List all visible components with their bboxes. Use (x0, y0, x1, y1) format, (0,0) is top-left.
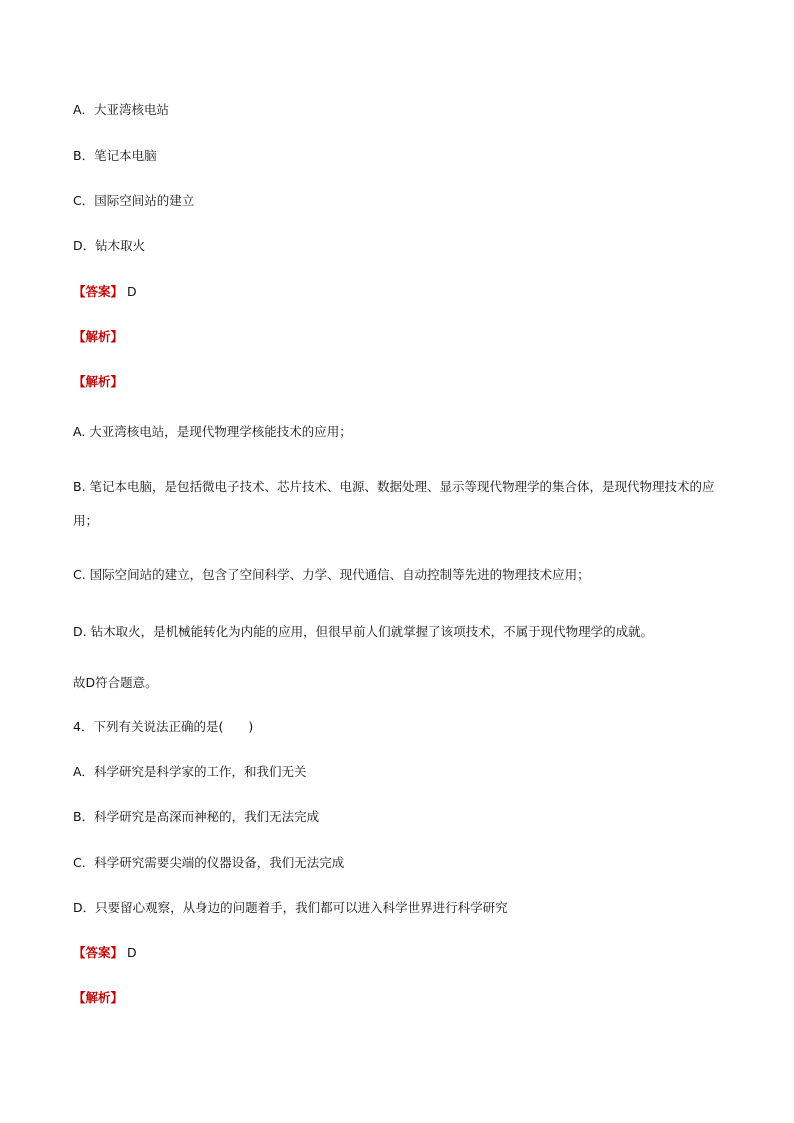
q4-option-c: C．科学研究需要尖端的仪器设备，我们无法完成 (73, 855, 345, 870)
q3-option-b: B．笔记本电脑 (73, 148, 157, 163)
q3-option-c: C．国际空间站的建立 (73, 193, 195, 208)
q3-conclusion: 故D符合题意。 (73, 675, 158, 690)
q4-answer-value: D (127, 945, 137, 960)
q3-answer (73, 284, 734, 300)
q4-answer (73, 945, 734, 961)
q3-answer-label: 【答案】 (73, 284, 124, 299)
q3-option-a: A．大亚湾核电站 (73, 102, 170, 117)
q4-stem: 4．下列有关说法正确的是( ) (73, 719, 254, 734)
q3-analysis-label-1: 【解析】 (73, 329, 124, 344)
q3-analysis-d: D. 钻木取火，是机械能转化为内能的应用，但很早前人们就掌握了该项技术，不属于现代物理学的成就。 (73, 624, 654, 639)
q3-analysis-b: B. 笔记本电脑，是包括微电子技术、芯片技术、电源、数据处理、显示等现代物理学的集合体，是现代物理技术的应用； (73, 479, 715, 528)
q4-option-d: D．只要留心观察，从身边的问题着手，我们都可以进入科学世界进行科学研究 (73, 900, 508, 915)
q3-analysis-a: A. 大亚湾核电站，是现代物理学核能技术的应用； (73, 424, 352, 439)
q4-analysis-label: 【解析】 (73, 990, 124, 1005)
q4-answer-label: 【答案】 (73, 945, 124, 960)
q3-answer-value: D (127, 284, 137, 299)
q3-option-d: D．钻木取火 (73, 238, 146, 253)
q3-analysis-label-2: 【解析】 (73, 374, 124, 389)
q4-option-a: A．科学研究是科学家的工作，和我们无关 (73, 764, 307, 779)
q4-option-b: B．科学研究是高深而神秘的，我们无法完成 (73, 809, 320, 824)
q3-analysis-c: C. 国际空间站的建立，包含了空间科学、力学、现代通信、自动控制等先进的物理技术应用； (73, 567, 590, 582)
